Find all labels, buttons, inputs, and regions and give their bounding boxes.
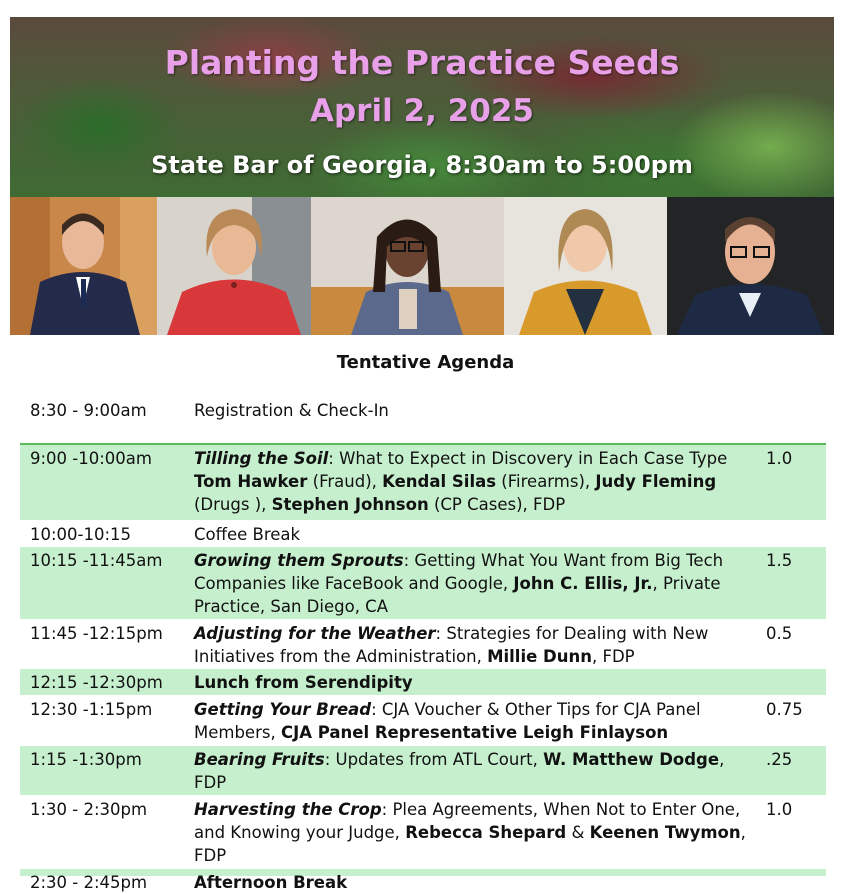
agenda-time: 12:15 -12:30pm [30,673,163,692]
speaker-photo-1 [10,197,157,335]
agenda-row [20,445,826,520]
agenda-time: 10:00-10:15 [30,525,132,544]
agenda-time: 1:30 - 2:30pm [30,800,148,819]
agenda-time: 9:00 -10:00am [30,449,152,468]
speaker-photo-5 [667,197,834,335]
speaker-photo-2 [157,197,311,335]
header-banner [10,17,834,197]
agenda-description: Adjusting for the Weather: Strategies for Dealing with New Initiatives from the Administration, Millie Dunn, FDP [194,624,709,666]
agenda-description: Getting Your Bread: CJA Voucher & Other Tips for CJA Panel Members, CJA Panel Representative Leigh Finlayson [194,700,701,742]
agenda-description: Bearing Fruits: Updates from ATL Court, W. Matthew Dodge, FDP [194,750,725,792]
agenda-description: Harvesting the Crop: Plea Agreements, When Not to Enter One, and Knowing your Judge, Rebecca Shepard & Keenen Twymon, FDP [194,800,746,865]
agenda-row [20,696,826,745]
agenda-description: Registration & Check-In [194,401,389,420]
agenda-credit: 1.0 [766,449,793,468]
agenda-row [20,869,826,892]
agenda-time: 10:15 -11:45am [30,551,163,570]
agenda-row [20,746,826,795]
agenda-credit: 0.75 [766,700,803,719]
agenda-description: Afternoon Break [194,873,348,892]
agenda-row [20,521,826,546]
agenda-time: 11:45 -12:15pm [30,624,163,643]
speaker-photo-3 [311,197,504,335]
speaker-photo-4 [504,197,667,335]
agenda-row [20,669,826,695]
agenda-row [20,620,826,668]
agenda-heading: Tentative Agenda [336,352,515,373]
agenda-time: 2:30 - 2:45pm [30,873,148,892]
agenda-time: 8:30 - 9:00am [30,401,147,420]
agenda-row [20,397,826,423]
event-title: Planting the Practice Seeds [164,43,680,82]
agenda-credit: 0.5 [766,624,793,643]
event-date: April 2, 2025 [310,93,534,129]
agenda-time: 12:30 -1:15pm [30,700,153,719]
agenda-description: Growing them Sprouts: Getting What You Want from Big Tech Companies like FaceBook and Google, John C. Ellis, Jr., Private Practice, San Diego, CA [194,551,724,616]
agenda-credit: 1.5 [766,551,793,570]
agenda-credit: 1.0 [766,800,793,819]
agenda-description: Coffee Break [194,525,301,544]
agenda-credit: .25 [766,750,793,769]
agenda-row [20,547,826,619]
event-location-time: State Bar of Georgia, 8:30am to 5:00pm [151,151,693,179]
agenda-row [20,796,826,868]
agenda-description: Lunch from Serendipity [194,673,413,692]
agenda-description: Tilling the Soil: What to Expect in Discovery in Each Case Type Tom Hawker (Fraud), Kendal Silas (Firearms), Judy Fleming (Drugs ), Stephen Johnson (CP Cases), FDP [194,449,728,514]
agenda-time: 1:15 -1:30pm [30,750,142,769]
